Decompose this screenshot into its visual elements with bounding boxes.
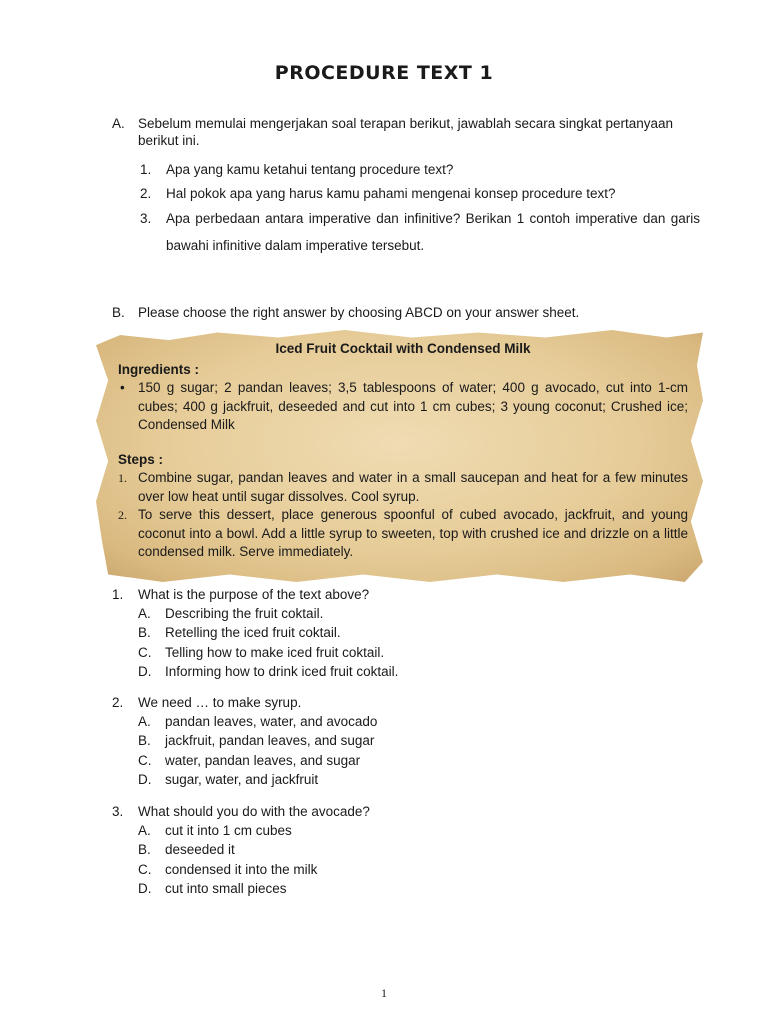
ingredients-heading: Ingredients : [118, 361, 200, 377]
option-label: B. [138, 625, 151, 641]
section-b-label: B. [112, 305, 125, 320]
answer-option [112, 731, 712, 750]
step-text: To serve this dessert, place generous spoonful of cubed avocado, jackfruit, and young coconut into a bowl. Add a little syrup to sweeten, top with crushed ice and drizzle on a little condensed milk. Serve immediately. [138, 507, 688, 559]
option-label: C. [138, 752, 152, 768]
question-stem [112, 585, 712, 604]
option-label: B. [138, 733, 151, 749]
answer-option [112, 751, 712, 770]
step-number: 2. [118, 508, 127, 522]
section-b [112, 304, 702, 321]
ingredients-item [118, 379, 688, 435]
section-a-question [140, 162, 700, 177]
section-b-instruction: Please choose the right answer by choosing ABCD on your answer sheet. [138, 305, 580, 320]
mcq-question [112, 802, 712, 898]
answer-option [112, 623, 712, 642]
answer-option [112, 879, 712, 898]
page-title: PROCEDURE TEXT 1 [274, 62, 494, 84]
question-number: 1. [140, 162, 152, 177]
option-text: sugar, water, and jackfruit [165, 771, 319, 787]
question-stem [112, 802, 712, 821]
answer-option [112, 770, 712, 789]
recipe-box [118, 340, 688, 562]
question-text: Apa perbedaan antara imperative dan infinitive? Berikan 1 contoh imperative dan garis bawahi infinitive dalam imperative tersebut. [166, 211, 700, 253]
section-a [112, 115, 702, 149]
option-text: pandan leaves, water, and avocado [165, 714, 378, 730]
answer-option [112, 840, 712, 859]
option-text: Retelling the iced fruit coktail. [165, 625, 341, 641]
option-label: C. [138, 644, 152, 660]
bullet-icon: • [120, 380, 125, 395]
question-text: What is the purpose of the text above? [138, 587, 370, 602]
answer-option [112, 662, 712, 681]
question-stem [112, 693, 712, 712]
option-text: condensed it into the milk [165, 861, 318, 877]
option-text: deseeded it [165, 842, 235, 858]
section-a-label: A. [112, 116, 125, 131]
question-number: 2. [140, 186, 152, 201]
question-text: Apa yang kamu ketahui tentang procedure text? [166, 162, 454, 177]
mcq-question [112, 585, 712, 681]
option-label: A. [138, 714, 151, 730]
recipe-step [118, 506, 688, 562]
option-label: D. [138, 880, 152, 896]
answer-option [112, 821, 712, 840]
option-label: B. [138, 842, 151, 858]
option-text: cut into small pieces [165, 880, 287, 896]
mcq-question [112, 693, 712, 789]
section-a-question-list [140, 162, 700, 259]
option-label: D. [138, 663, 152, 679]
answer-option [112, 643, 712, 662]
option-label: A. [138, 823, 151, 839]
question-text: We need … to make syrup. [138, 695, 302, 710]
page-number: 1 [381, 986, 387, 1000]
question-number: 3. [140, 211, 152, 226]
answer-option [112, 604, 712, 623]
section-a-question [140, 205, 700, 259]
question-number: 1. [112, 587, 124, 602]
step-number: 1. [118, 471, 127, 485]
section-a-question [140, 186, 700, 201]
option-label: D. [138, 771, 152, 787]
question-text: What should you do with the avocade? [138, 804, 370, 819]
option-text: Informing how to drink iced fruit coktail. [165, 663, 399, 679]
recipe-step [118, 469, 688, 506]
option-text: cut it into 1 cm cubes [165, 823, 292, 839]
option-text: jackfruit, pandan leaves, and sugar [165, 733, 375, 749]
answer-option [112, 860, 712, 879]
answer-option [112, 712, 712, 731]
option-label: C. [138, 861, 152, 877]
option-text: Describing the fruit coktail. [165, 606, 324, 622]
steps-heading: Steps : [118, 451, 164, 467]
option-label: A. [138, 606, 151, 622]
option-text: water, pandan leaves, and sugar [165, 752, 361, 768]
ingredients-text: 150 g sugar; 2 pandan leaves; 3,5 tablespoons of water; 400 g avocado, cut into 1-cm cubes; 400 g jackfruit, deseeded and cut into 1 cm cubes; 3 young coconut; Crushed ice; Condensed Milk [138, 380, 688, 432]
option-text: Telling how to make iced fruit coktail. [165, 644, 385, 660]
question-text: Hal pokok apa yang harus kamu pahami mengenai konsep procedure text? [166, 186, 616, 201]
step-text: Combine sugar, pandan leaves and water in a small saucepan and heat for a few minutes over low heat until sugar dissolves. Cool syrup. [138, 470, 688, 504]
recipe-title: Iced Fruit Cocktail with Condensed Milk [275, 341, 531, 356]
question-number: 2. [112, 695, 124, 710]
question-number: 3. [112, 804, 124, 819]
section-a-intro: Sebelum memulai mengerjakan soal terapan berikut, jawablah secara singkat pertanyaan berikut ini. [138, 116, 674, 148]
